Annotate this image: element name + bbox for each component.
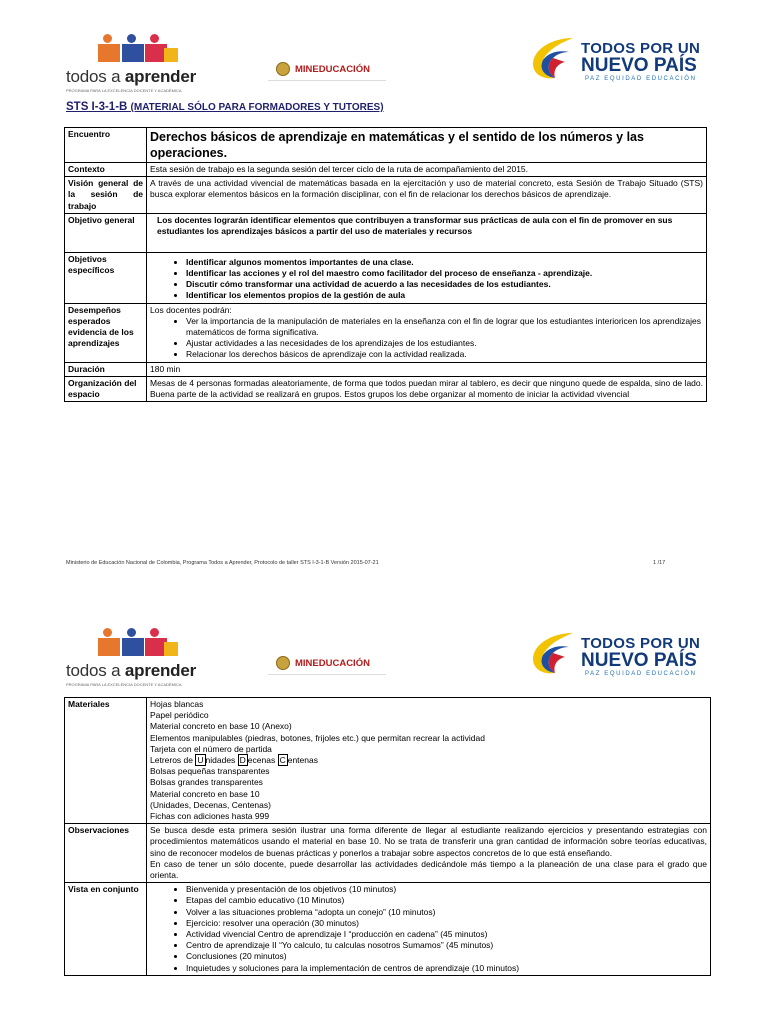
list-item: Material concreto en base 10 (Anexo) [150,721,292,732]
list-item: • Identificar algunos momentos importantes de una clase. [186,257,703,268]
table-row [65,163,707,177]
list-item: Bolsas pequeñas transparentes [150,766,270,777]
list-item: • Ajustar actividades a las necesidades de los aprendizajes de los estudiantes. [186,338,703,349]
objetivo-general-label: Objetivo general [65,213,147,252]
materiales-value [147,698,711,824]
todos-a-aprender-logo [66,628,206,687]
list-item: • Inquietudes y soluciones para la implementación de centros de aprendizaje (10 minutos) [186,963,707,974]
table-row [65,824,711,883]
paz-equidad-educacion-text: PAZ EQUIDAD EDUCACIÓN [585,76,697,82]
session-info-table [64,127,707,402]
objetivos-especificos-list [150,257,703,302]
paz-equidad-educacion-text: PAZ EQUIDAD EDUCACIÓN [585,671,697,677]
page-footer [66,560,676,566]
table-row [65,883,711,976]
table-row [65,177,707,214]
list-item: • Volver a las situaciones problema “adopta un conejo” (10 minutos) [186,907,707,918]
table-row [65,698,711,824]
desempenos-intro: Los docentes podrán: [150,304,232,315]
todos-por-un-nuevo-pais-logo [527,625,707,685]
desempenos-label: Desempeños esperados evidencia de los aprendizajes [65,303,147,362]
colombia-seal-icon [276,656,290,670]
todos-por-un-text: TODOS POR UN [581,40,701,57]
table-row [65,128,707,163]
desempenos-value [147,303,707,362]
observaciones-label: Observaciones [65,824,147,883]
page-2 [0,605,768,1024]
list-item: • Relacionar los derechos básicos de aprendizaje con la actividad realizada. [186,349,703,360]
children-blocks-icon [66,34,206,64]
list-item: (Unidades, Decenas, Centenas) [150,799,271,810]
vision-label: Visión general de la sesión de trabajo [65,177,147,214]
observaciones-value [147,824,711,883]
desempenos-list [150,316,703,361]
list-item: Bolsas grandes transparentes [150,777,263,788]
list-item: • Centro de aprendizaje II “Yo calculo, tu calculas nosotros Sumamos” (45 minutos) [186,940,707,951]
mineducacion-logo: MINEDUCACIÓN [268,58,386,81]
todos-tagline: PROGRAMA PARA LA EXCELENCIA DOCENTE Y ACADÉMICA [66,682,182,687]
organizacion-value: Mesas de 4 personas formadas aleatoriamente, de forma que todos puedan mirar al tablero, es decir que ninguno quede de espalda, sino de lado. Buena parte de la actividad se realizará en grupos. Estos grupos los debe organizar al momento de iniciar la actividad vivencial [147,376,707,401]
contexto-label: Contexto [65,163,147,177]
footer-text: Ministerio de Educación Nacional de Colombia, Programa Todos a Aprender, Protocolo de taller STS I-3-1-B Versión 2015-07-21 [66,560,379,566]
session-details-table [64,697,711,976]
todos-tagline: PROGRAMA PARA LA EXCELENCIA DOCENTE Y ACADÉMICA [66,88,182,93]
table-row [65,213,707,252]
table-row [65,362,707,376]
list-item: Fichas con adiciones hasta 999 [150,811,270,822]
nuevo-pais-text: NUEVO PAÍS [581,650,697,671]
colombia-flag-swoosh-icon [529,629,577,677]
list-item: • Bienvenida y presentación de los objetivos (10 minutos) [186,884,707,895]
contexto-value: Esta sesión de trabajo es la segunda sesión del tercer ciclo de la ruta de acompañamiento del 2015. [147,163,707,177]
todos-a-aprender-wordmark: todos a aprender [66,661,197,680]
list-item: Material concreto en base 10 [150,788,260,799]
encuentro-value: Derechos básicos de aprendizaje en matemáticas y el sentido de los números y las operaciones. [147,128,707,163]
page-number: 1 /17 [653,560,666,566]
vista-en-conjunto-label: Vista en conjunto [65,883,147,976]
organizacion-label: Organización del espacio [65,376,147,401]
observaciones-paragraph: Se busca desde esta primera sesión ilustrar una forma diferente de llegar al estudiante realizando ejercicios y presentando estrategias con procedimientos matemáticos usando el material en base 10. No se trata de transferir una gran cantidad de información sobre teorías educativas, sino de reconocer modelos de buenas prácticas y ponerlos a trabajar sobre aspectos concretos de lo que está enseñando. [150,825,707,858]
table-row [65,376,707,401]
objetivos-especificos-label: Objetivos específicos [65,252,147,303]
todos-a-aprender-wordmark: todos a aprender [66,67,197,86]
colombia-flag-swoosh-icon [529,34,577,82]
todos-por-un-nuevo-pais-logo [527,30,707,90]
table-row [65,252,707,303]
list-item: Hojas blancas [150,699,204,709]
list-item: • Identificar las acciones y el rol del maestro como facilitador del proceso de enseñanza - aprendizaje. [186,268,703,279]
colombia-seal-icon [276,62,290,76]
duracion-label: Duración [65,362,147,376]
mineducacion-logo: MINEDUCACIÓN [268,652,386,675]
list-item: • Ejercicio: resolver una operación (30 minutos) [186,918,707,929]
todos-a-aprender-logo [66,34,206,93]
list-item: Papel periódico [150,710,209,721]
nuevo-pais-text: NUEVO PAÍS [581,55,697,76]
vista-en-conjunto-value [147,883,711,976]
list-item: • Actividad vivencial Centro de aprendizaje I “producción en cadena” (45 minutos) [186,929,707,940]
list-item: • Etapas del cambio educativo (10 Minutos) [186,895,707,906]
table-row [65,303,707,362]
list-item: • Identificar los elementos propios de la gestión de aula [186,290,703,301]
todos-por-un-text: TODOS POR UN [581,635,701,652]
objetivo-general-value: Los docentes lograrán identificar elementos que contribuyen a transformar sus prácticas de aula con el fin de promover en sus estudiantes los aprendizajes básicos a partir del uso de materiales y recursos [147,213,707,252]
encuentro-label: Encuentro [65,128,147,163]
vision-value: A través de una actividad vivencial de matemáticas basada en la ejercitación y uso de material concreto, esta Sesión de Trabajo Situado (STS) busca explorar elementos básicos en la formación disciplinar, con el fin de relacionar los derechos básicos de aprendizaje. [147,177,707,214]
duracion-value: 180 min [147,362,707,376]
list-item: Tarjeta con el número de partida [150,743,272,754]
objetivos-especificos-value [147,252,707,303]
list-item: • Conclusiones (20 minutos) [186,951,707,962]
letreros-line: Letreros de U nidades D ecenas C entenas [150,755,318,766]
list-item: • Ver la importancia de la manipulación de materiales en la enseñanza con el fin de lograr que los estudiantes interioricen los aprendizajes matemáticos de forma significativa. [186,316,703,338]
materiales-label: Materiales [65,698,147,824]
observaciones-paragraph: En caso de tener un sólo docente, puede desarrollar las actividades dedicándole más tiempo a la planeación de una clase para el grado que orienta. [150,858,707,881]
document-title: STS I-3-1-B (MATERIAL SÓLO PARA FORMADORES Y TUTORES) [66,101,384,113]
list-item: Elementos manipulables (piedras, botones, frijoles etc.) que permitan recrear la actividad [150,732,485,743]
children-blocks-icon [66,628,206,658]
list-item: • Discutir cómo transformar una actividad de acuerdo a las necesidades de los estudiantes. [186,279,703,290]
vista-list [150,884,707,974]
